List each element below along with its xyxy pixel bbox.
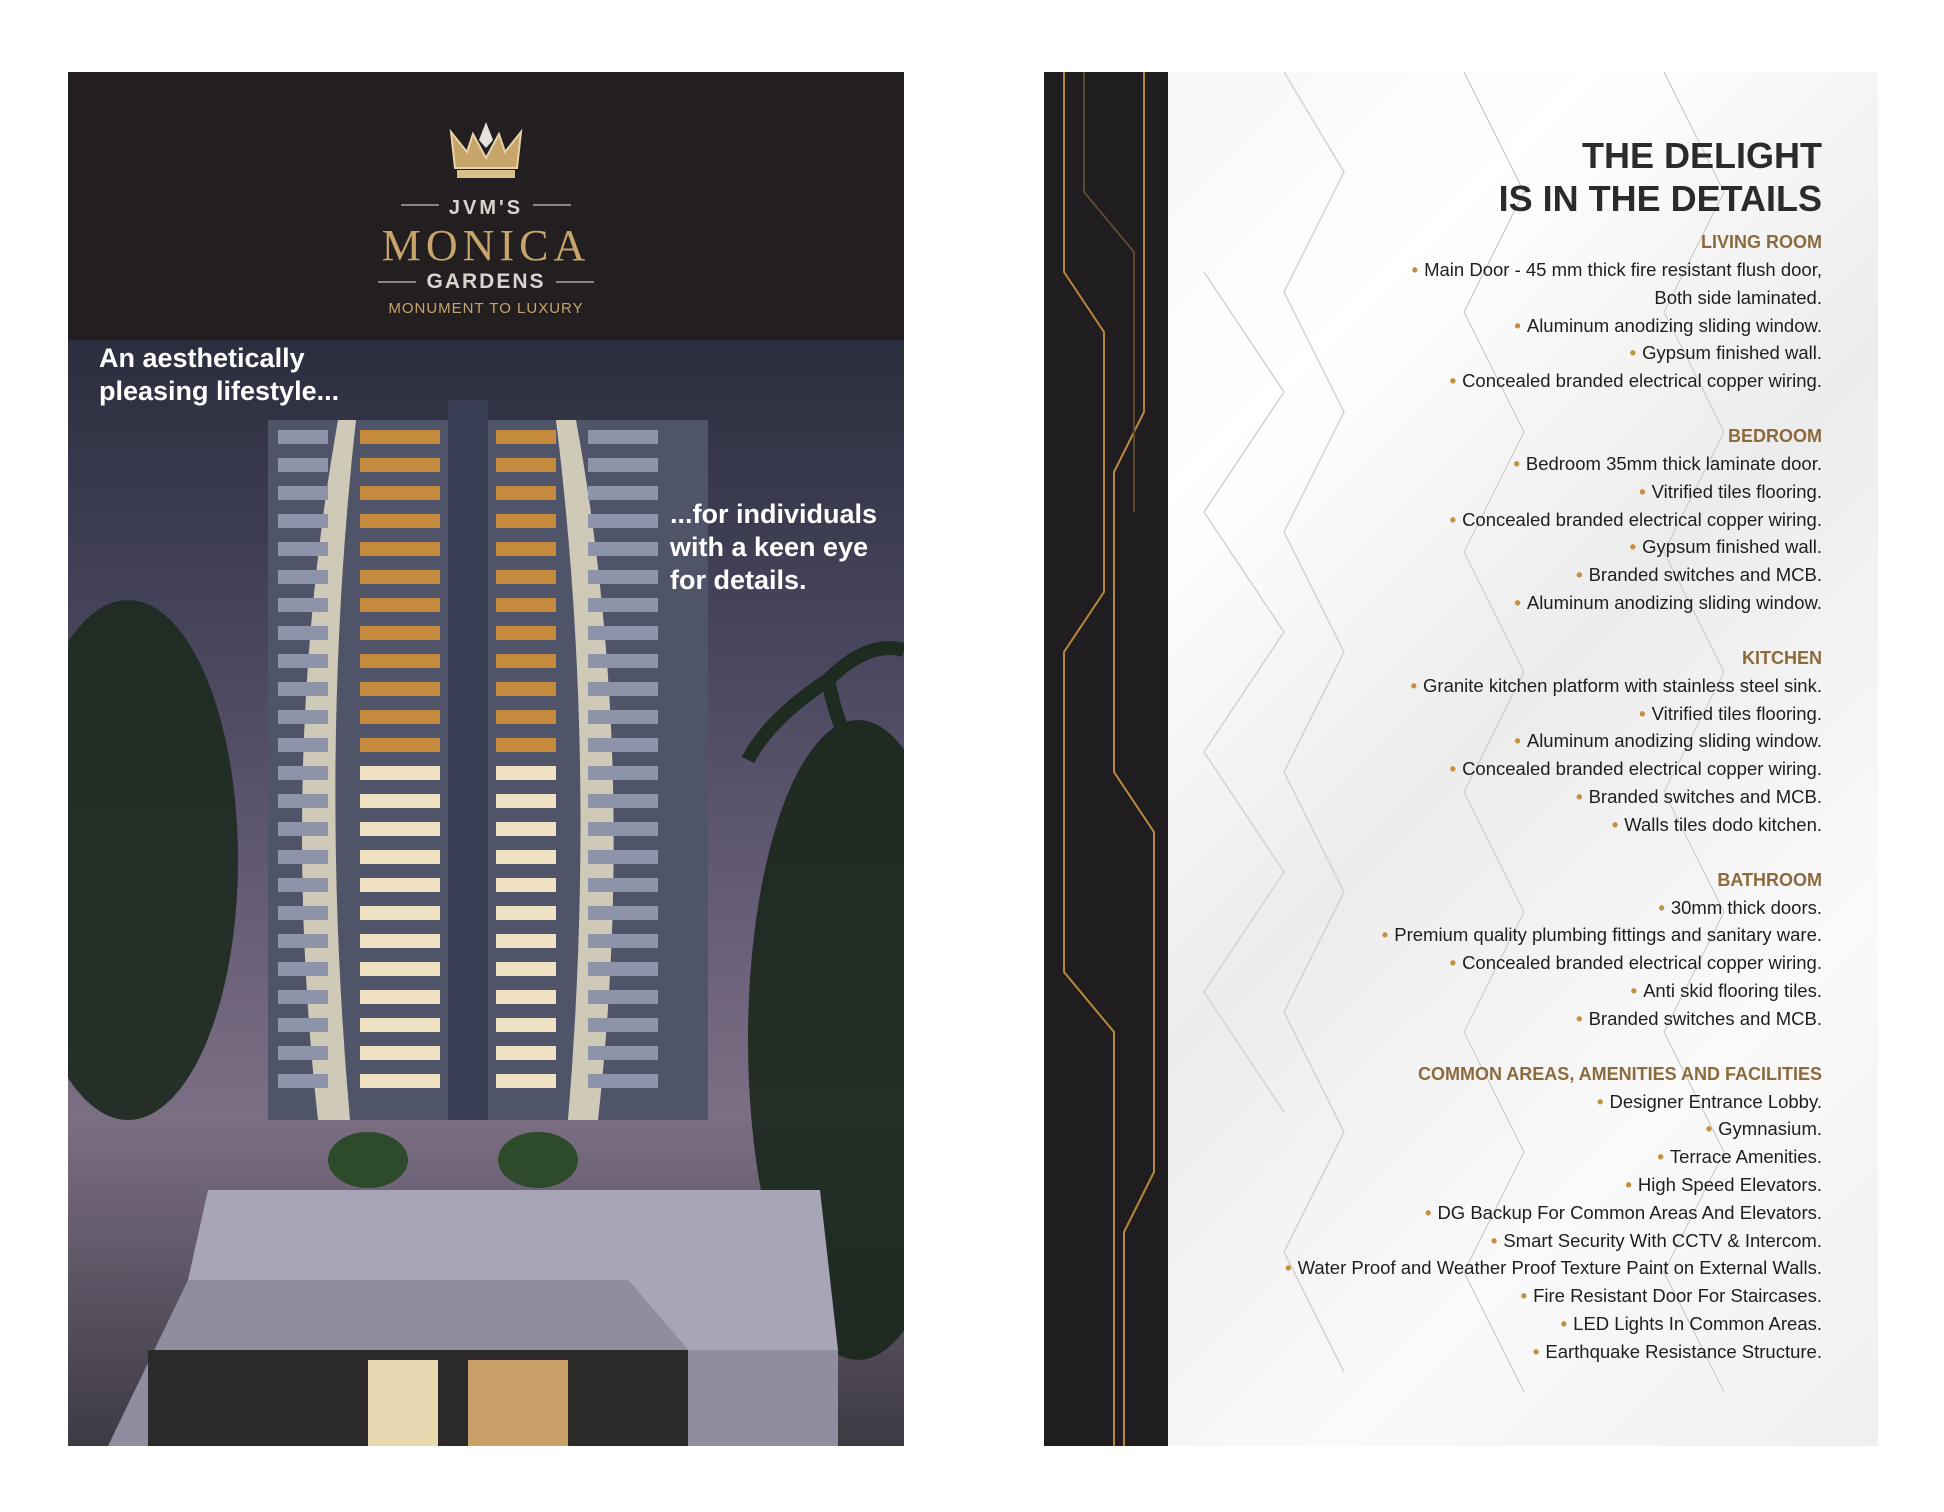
floor-window <box>588 682 658 696</box>
floor-window <box>588 458 658 472</box>
list-item-text: Designer Entrance Lobby. <box>1609 1090 1822 1112</box>
list-item-text: Branded switches and MCB. <box>1588 564 1822 586</box>
list-item-text: High Speed Elevators. <box>1637 1173 1822 1195</box>
floor-window <box>278 850 328 864</box>
floor-window <box>278 990 328 1004</box>
list-item-text: Aluminum anodizing sliding window. <box>1526 314 1822 336</box>
floor-window <box>360 654 440 668</box>
floor-window <box>360 738 440 752</box>
list-item <box>1122 949 1822 977</box>
floor-window <box>360 486 440 500</box>
floor-window <box>360 906 440 920</box>
section-heading: KITCHEN <box>1742 647 1822 668</box>
floor-window <box>496 486 556 500</box>
list-item-text: Concealed branded electrical copper wiring. <box>1462 758 1822 780</box>
logo-top-row <box>68 189 904 220</box>
brochure-right-page <box>1044 72 1878 1446</box>
brand-name: MONICA <box>381 221 591 270</box>
bullet-icon: • <box>1381 924 1389 946</box>
bullet-icon: • <box>1411 259 1419 280</box>
floor-window <box>496 458 556 472</box>
floor-window <box>360 598 440 612</box>
headline-aesthetic <box>99 342 339 408</box>
floor-window <box>496 990 556 1004</box>
list-item <box>1122 977 1822 1005</box>
floor-window <box>278 486 328 500</box>
floor-window <box>278 766 328 780</box>
list-item <box>1122 589 1822 617</box>
brand-logo <box>68 118 904 317</box>
list-item <box>1122 1254 1822 1282</box>
section-heading: COMMON AREAS, AMENITIES AND FACILITIES <box>1417 1063 1822 1084</box>
list-item <box>1122 811 1822 839</box>
list-item-text: Concealed branded electrical copper wiring. <box>1462 508 1822 530</box>
floor-window <box>588 738 658 752</box>
headline-line: ...for individuals <box>670 499 878 529</box>
list-item <box>1122 921 1822 949</box>
section-kitchen <box>1122 644 1822 839</box>
floor-window <box>360 766 440 780</box>
list-item <box>1122 256 1822 284</box>
bullet-icon: • <box>1639 480 1646 502</box>
list-item-text: Fire Resistant Door For Staircases. <box>1533 1285 1822 1307</box>
floor-window <box>360 794 440 808</box>
list-item-text: Branded switches and MCB. <box>1588 1007 1822 1029</box>
floor-window <box>588 514 658 528</box>
floor-window <box>360 934 440 948</box>
floor-window <box>496 822 556 836</box>
bullet-icon: • <box>1705 1118 1713 1140</box>
floor-window <box>360 626 440 640</box>
floor-window <box>360 430 440 444</box>
list-item-text: Anti skid flooring tiles. <box>1643 979 1822 1001</box>
list-item <box>1122 1338 1822 1366</box>
list-item-text: Bedroom 35mm thick laminate door. <box>1525 452 1822 474</box>
section-living-room <box>1122 228 1822 395</box>
floor-window <box>278 458 328 472</box>
bullet-icon: • <box>1449 758 1457 780</box>
bullet-icon: • <box>1490 1229 1498 1251</box>
floor-window <box>360 514 440 528</box>
list-item-text: Vitrified tiles flooring. <box>1651 480 1822 502</box>
floor-window <box>588 934 658 948</box>
list-item <box>1122 367 1822 395</box>
headline-line: An aesthetically <box>99 343 305 373</box>
floor-window <box>588 822 658 836</box>
floor-window <box>496 878 556 892</box>
list-item <box>1122 672 1822 700</box>
list-item-text: Premium quality plumbing fittings and sanitary ware. <box>1394 924 1822 946</box>
bullet-icon: • <box>1596 1090 1604 1112</box>
bullet-icon: • <box>1657 1146 1664 1168</box>
list-item-text: Walls tiles dodo kitchen. <box>1624 813 1822 835</box>
floor-window <box>360 542 440 556</box>
bullet-icon: • <box>1449 370 1457 392</box>
list-item-text: Smart Security With CCTV & Intercom. <box>1503 1229 1822 1251</box>
brochure-left-page <box>68 72 904 1446</box>
list-item <box>1122 755 1822 783</box>
floor-window <box>588 962 658 976</box>
floor-window <box>360 850 440 864</box>
floor-window <box>360 682 440 696</box>
floor-window <box>496 906 556 920</box>
floor-window <box>588 766 658 780</box>
floor-window <box>588 570 658 584</box>
bullet-icon: • <box>1513 452 1520 474</box>
list-item <box>1122 478 1822 506</box>
list-item <box>1122 1199 1822 1227</box>
divider <box>556 281 594 283</box>
list-item-text: Terrace Amenities. <box>1669 1146 1822 1168</box>
floor-window <box>278 710 328 724</box>
bullet-icon: • <box>1449 952 1457 974</box>
floor-window <box>496 1046 556 1060</box>
floor-window <box>588 1046 658 1060</box>
floor-window <box>360 1074 440 1088</box>
bullet-icon: • <box>1410 674 1418 696</box>
section-bedroom <box>1122 422 1822 617</box>
floor-window <box>588 850 658 864</box>
divider <box>378 281 416 283</box>
floor-window <box>588 794 658 808</box>
brand-tagline: MONUMENT TO LUXURY <box>388 300 584 317</box>
floor-window <box>496 514 556 528</box>
list-item <box>1122 506 1822 534</box>
floor-window <box>588 626 658 640</box>
list-item-text: Water Proof and Weather Proof Texture Paint on External Walls. <box>1297 1257 1822 1279</box>
divider <box>401 204 439 206</box>
crown-icon <box>443 118 529 184</box>
floor-window <box>496 934 556 948</box>
list-item-text: Concealed branded electrical copper wiring. <box>1462 952 1822 974</box>
floor-window <box>360 458 440 472</box>
floor-window <box>278 822 328 836</box>
floor-window <box>496 1074 556 1088</box>
floor-window <box>278 962 328 976</box>
floor-window <box>588 486 658 500</box>
list-item <box>1122 1227 1822 1255</box>
floor-window <box>278 598 328 612</box>
bullet-icon: • <box>1576 785 1583 807</box>
floor-window <box>588 542 658 556</box>
logo-sub-row <box>68 270 904 294</box>
list-item-text: Aluminum anodizing sliding window. <box>1526 591 1822 613</box>
list-item-continuation: Both side laminated. <box>1654 286 1822 308</box>
floor-window <box>496 766 556 780</box>
floor-window <box>360 990 440 1004</box>
bullet-icon: • <box>1625 1173 1632 1195</box>
list-item <box>1122 1310 1822 1338</box>
bullet-icon: • <box>1532 1340 1540 1362</box>
floor-window <box>496 598 556 612</box>
list-item <box>1122 561 1822 589</box>
section-heading: BEDROOM <box>1728 425 1822 446</box>
floor-window <box>278 654 328 668</box>
floor-window <box>496 794 556 808</box>
headline-individuals <box>670 498 877 597</box>
divider <box>533 204 571 206</box>
list-item-text: Granite kitchen platform with stainless steel sink. <box>1423 674 1822 696</box>
floor-window <box>496 626 556 640</box>
list-item <box>1122 339 1822 367</box>
list-item-text: Earthquake Resistance Structure. <box>1545 1340 1822 1362</box>
floor-window <box>588 430 658 444</box>
floor-window <box>278 626 328 640</box>
list-item <box>1122 450 1822 478</box>
floor-window <box>588 654 658 668</box>
list-item-text: LED Lights In Common Areas. <box>1573 1312 1822 1334</box>
floor-window <box>360 1018 440 1032</box>
list-item-text: Concealed branded electrical copper wiring. <box>1462 370 1822 392</box>
list-item <box>1122 894 1822 922</box>
floor-window <box>588 1074 658 1088</box>
floor-window <box>496 682 556 696</box>
floor-window <box>278 934 328 948</box>
floor-window <box>588 710 658 724</box>
list-item <box>1122 1171 1822 1199</box>
list-item-text: DG Backup For Common Areas And Elevators. <box>1437 1201 1822 1223</box>
list-item-text: Main Door - 45 mm thick fire resistant flush door, <box>1424 259 1822 280</box>
page-title <box>1122 134 1822 220</box>
floor-window <box>278 1074 328 1088</box>
specifications-content <box>1122 134 1822 1366</box>
floor-window <box>360 710 440 724</box>
bullet-icon: • <box>1639 702 1646 724</box>
bullet-icon: • <box>1629 342 1637 364</box>
bullet-icon: • <box>1611 813 1619 835</box>
floor-window <box>496 542 556 556</box>
floor-window <box>278 878 328 892</box>
list-item <box>1122 1005 1822 1033</box>
list-item <box>1122 727 1822 755</box>
floor-window <box>588 990 658 1004</box>
brand-top-text: JVM'S <box>448 197 524 219</box>
headline-line: pleasing lifestyle... <box>99 376 340 406</box>
floor-window <box>278 542 328 556</box>
title-line: THE DELIGHT <box>1582 135 1822 176</box>
floor-window <box>588 1018 658 1032</box>
floor-window <box>496 1018 556 1032</box>
floor-window <box>496 654 556 668</box>
floor-window <box>360 1046 440 1060</box>
floor-window <box>278 430 328 444</box>
floor-window <box>278 906 328 920</box>
floor-window <box>496 850 556 864</box>
floor-window <box>496 430 556 444</box>
title-line: IS IN THE DETAILS <box>1498 178 1822 219</box>
section-heading: BATHROOM <box>1717 869 1822 890</box>
floor-window <box>496 570 556 584</box>
floor-window <box>360 822 440 836</box>
floor-window <box>496 962 556 976</box>
floor-window <box>588 906 658 920</box>
floor-window <box>588 878 658 892</box>
bullet-icon: • <box>1424 1201 1432 1223</box>
list-item <box>1122 1115 1822 1143</box>
floor-window <box>588 598 658 612</box>
bullet-icon: • <box>1520 1285 1528 1307</box>
brand-sub-text: GARDENS <box>426 270 546 293</box>
headline-line: for details. <box>670 565 807 595</box>
bullet-icon: • <box>1285 1257 1292 1279</box>
list-item <box>1122 1143 1822 1171</box>
section-common-areas <box>1122 1060 1822 1366</box>
list-item <box>1122 533 1822 561</box>
list-item-text: Branded switches and MCB. <box>1588 785 1822 807</box>
floor-window <box>278 794 328 808</box>
headline-line: with a keen eye <box>670 532 869 562</box>
floor-window <box>360 570 440 584</box>
list-item <box>1122 1282 1822 1310</box>
list-item <box>1122 312 1822 340</box>
list-item-text: 30mm thick doors. <box>1670 896 1822 918</box>
floor-window <box>278 1018 328 1032</box>
bullet-icon: • <box>1629 536 1637 558</box>
bullet-icon: • <box>1658 896 1665 918</box>
bullet-icon: • <box>1514 730 1521 752</box>
floor-window <box>278 570 328 584</box>
building-render <box>68 340 904 1446</box>
bullet-icon: • <box>1576 564 1583 586</box>
floor-window <box>496 738 556 752</box>
floor-window <box>496 710 556 724</box>
list-item-text: Vitrified tiles flooring. <box>1651 702 1822 724</box>
floor-window <box>278 682 328 696</box>
floor-window <box>360 962 440 976</box>
list-item-text: Gypsum finished wall. <box>1642 342 1822 364</box>
section-bathroom <box>1122 866 1822 1033</box>
list-item-text: Gymnasium. <box>1718 1118 1822 1140</box>
brand-header <box>68 72 904 340</box>
floor-window <box>278 514 328 528</box>
bullet-icon: • <box>1630 979 1638 1001</box>
bullet-icon: • <box>1560 1312 1568 1334</box>
bullet-icon: • <box>1514 314 1521 336</box>
list-item <box>1122 700 1822 728</box>
list-item <box>1122 1088 1822 1116</box>
section-heading: LIVING ROOM <box>1701 232 1822 252</box>
list-item-text: Aluminum anodizing sliding window. <box>1526 730 1822 752</box>
list-item-text: Gypsum finished wall. <box>1642 536 1822 558</box>
bullet-icon: • <box>1449 508 1457 530</box>
bullet-icon: • <box>1514 591 1521 613</box>
floor-window <box>360 878 440 892</box>
bullet-icon: • <box>1576 1007 1583 1029</box>
floor-window <box>278 1046 328 1060</box>
list-item <box>1122 783 1822 811</box>
floor-window <box>278 738 328 752</box>
